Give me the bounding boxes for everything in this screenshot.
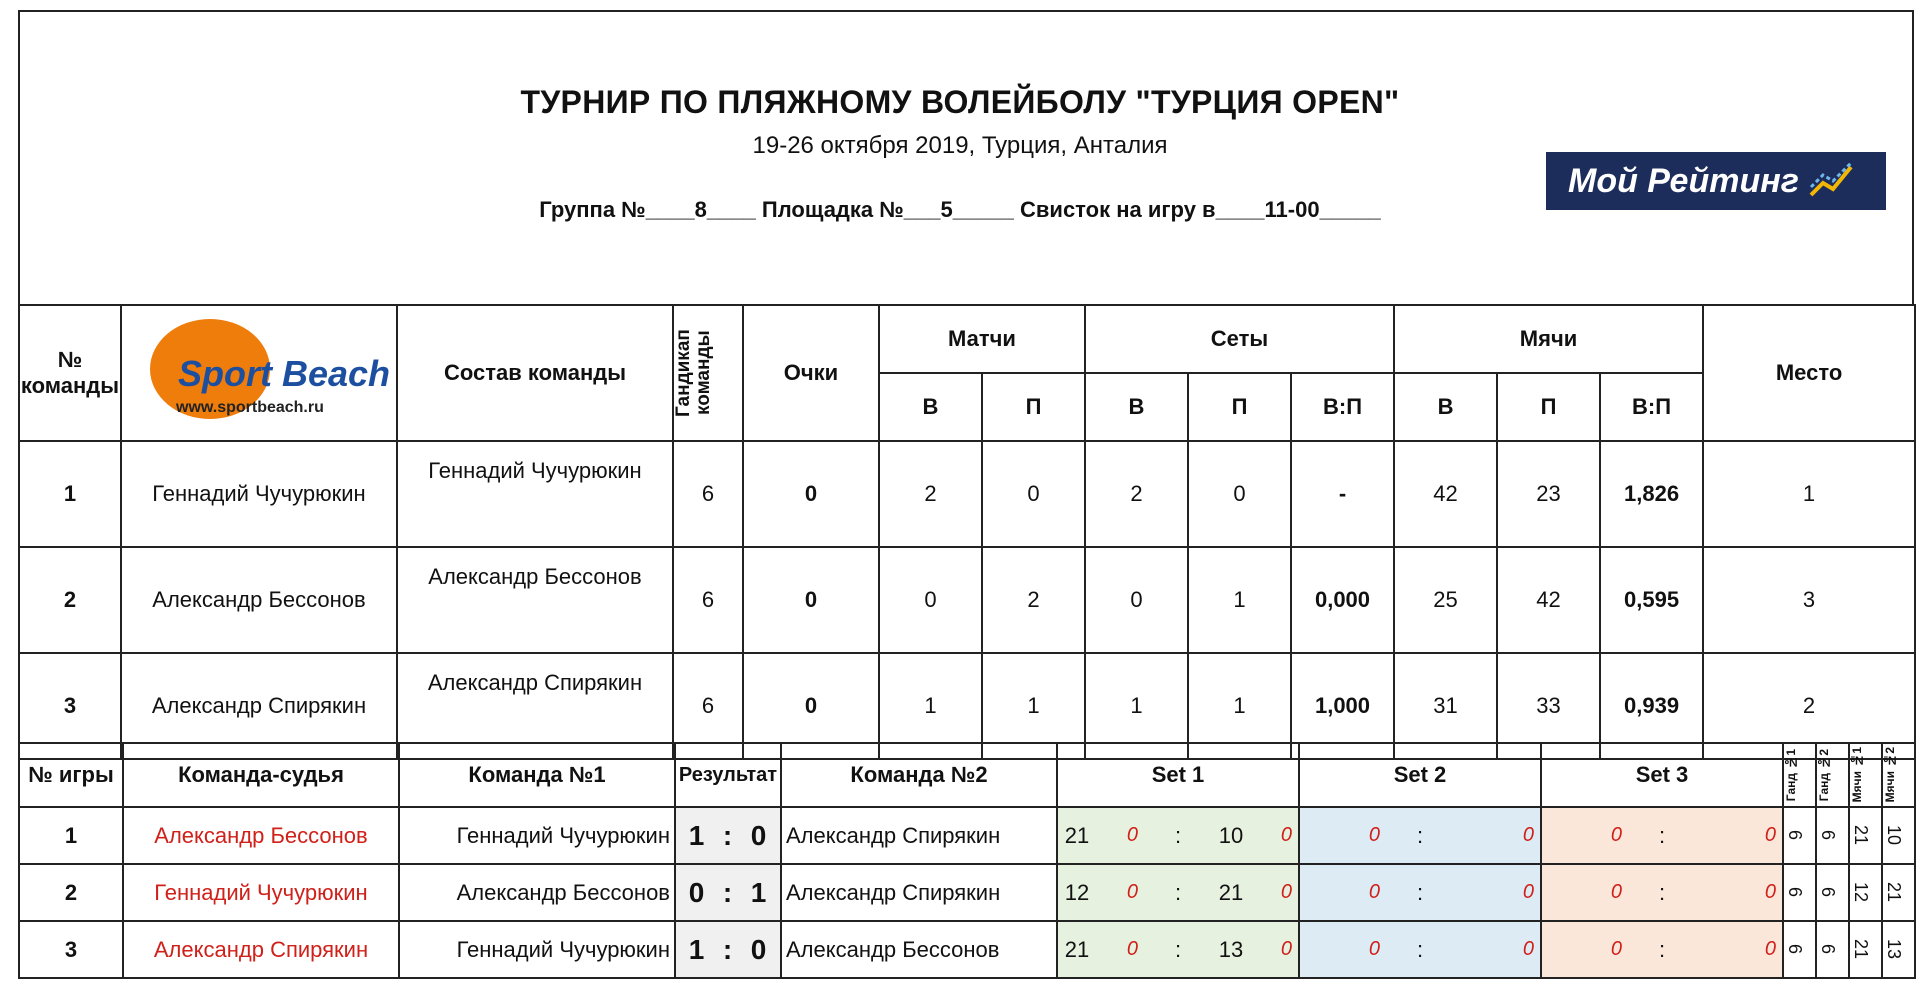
set-handicap-2: 0 [1522,938,1534,960]
game-no: 1 [19,807,123,864]
team-composition: Александр Спирякин [397,653,673,759]
handicap1-value [1783,864,1816,921]
set-handicap-1: 0 [1368,938,1381,960]
table-row [19,547,1915,653]
set-handicap-1: 0 [1126,881,1139,903]
balls2-header-text: Мячи №2 [1883,747,1897,803]
set3-score[interactable] [1541,864,1783,921]
handicap2-value [1816,864,1849,921]
set-handicap-2: 0 [1522,824,1534,846]
handicap1-text: 6 [1785,830,1805,841]
set-score-2: 13 [1218,936,1244,962]
standings-table [18,304,1916,760]
sets-ratio-header: В:П [1291,373,1394,441]
moi-reiting-logo [1546,152,1886,210]
team2-name: Александр Спирякин [781,864,1057,921]
set-handicap-2: 0 [1522,881,1534,903]
team-no-header: № команды [19,305,121,441]
game-result: 0 : 1 [675,864,781,921]
matches-lost: 0 [982,441,1085,547]
balls-lost-header: П [1497,373,1600,441]
balls-lost: 33 [1497,653,1600,759]
game-result: 1 : 0 [675,807,781,864]
balls2-value [1882,921,1915,978]
balls1-value [1849,921,1882,978]
set-colon: : [1174,936,1182,962]
team-name: Александр Бессонов [121,547,397,653]
composition-header: Состав команды [397,305,673,441]
sets-lost: 0 [1188,441,1291,547]
referee-team: Александр Спирякин [123,921,399,978]
handicap1-value [1783,807,1816,864]
place-header: Место [1703,305,1915,441]
matches-won: 1 [879,653,982,759]
balls2-text: 21 [1884,882,1904,903]
games-table [18,742,1916,979]
handicap-header-text: Гандикап команды [673,329,714,417]
points-header: Очки [743,305,879,441]
matches-lost: 1 [982,653,1085,759]
group-line: Группа №____8____ Площадка №___5_____ Свисток на игру в____11-00_____ [539,197,1381,222]
team-handicap: 6 [673,547,743,653]
balls2-text: 13 [1884,939,1904,960]
set2-score[interactable] [1299,921,1541,978]
balls-ratio-header: В:П [1600,373,1703,441]
referee-team: Геннадий Чучурюкин [123,864,399,921]
team-place: 1 [1703,441,1915,547]
set-score-1: 21 [1064,936,1090,962]
handicap2-value [1816,807,1849,864]
balls-header: Мячи [1394,305,1703,373]
set-score-1: 21 [1064,822,1090,848]
set-colon: : [1416,936,1424,962]
balls1-text: 21 [1851,825,1871,846]
matches-lost: 2 [982,547,1085,653]
balls-won: 25 [1394,547,1497,653]
balls2-header [1882,743,1915,807]
set1-score[interactable] [1057,807,1299,864]
balls2-text: 10 [1884,825,1904,846]
set2-score[interactable] [1299,807,1541,864]
balls1-header [1849,743,1882,807]
game-no: 3 [19,921,123,978]
referee-team: Александр Бессонов [123,807,399,864]
set-score-2: 10 [1218,822,1244,848]
table-row [19,864,1915,921]
set1-score[interactable] [1057,864,1299,921]
table-row [19,921,1915,978]
matches-won: 0 [879,547,982,653]
set-handicap-1: 0 [1126,824,1139,846]
team-no: 1 [19,441,121,547]
set-colon: : [1658,936,1666,962]
rating-chart-icon [1809,161,1855,201]
balls1-text: 12 [1851,882,1871,903]
team-points: 0 [743,441,879,547]
balls2-value [1882,807,1915,864]
sport-beach-url: www.sportbeach.ru [176,399,324,416]
set-score-1: 12 [1064,879,1090,905]
set-handicap-2: 0 [1280,824,1292,846]
team1-name: Александр Бессонов [399,864,675,921]
set3-header: Set 3 [1541,743,1783,807]
set-colon: : [1658,822,1666,848]
set1-score[interactable] [1057,921,1299,978]
handicap2-header-text: Ганд №2 [1817,748,1831,802]
set-handicap-1: 0 [1368,824,1381,846]
handicap1-value [1783,921,1816,978]
set-colon: : [1174,879,1182,905]
set1-header: Set 1 [1057,743,1299,807]
team2-name: Александр Бессонов [781,921,1057,978]
result-header: Результат [675,743,781,807]
matches-header: Матчи [879,305,1085,373]
page-title: ТУРНИР ПО ПЛЯЖНОМУ ВОЛЕЙБОЛУ "ТУРЦИЯ OPEN" [520,84,1400,120]
balls-lost: 42 [1497,547,1600,653]
handicap2-value [1816,921,1849,978]
balls-lost: 23 [1497,441,1600,547]
sets-ratio: 0,000 [1291,547,1394,653]
table-row [19,441,1915,547]
sets-lost: 1 [1188,547,1291,653]
balls1-text: 21 [1851,939,1871,960]
sets-ratio: 1,000 [1291,653,1394,759]
team-composition: Александр Бессонов [397,547,673,653]
team-handicap: 6 [673,441,743,547]
team-points: 0 [743,653,879,759]
team2-header: Команда №2 [781,743,1057,807]
handicap2-header [1816,743,1849,807]
balls2-value [1882,864,1915,921]
team-composition: Геннадий Чучурюкин [397,441,673,547]
team-place: 2 [1703,653,1915,759]
set2-score[interactable] [1299,864,1541,921]
game-no-header: № игры [19,743,123,807]
set-handicap-1: 0 [1610,824,1623,846]
team-no: 3 [19,653,121,759]
matches-lost-header: П [982,373,1085,441]
balls-won: 42 [1394,441,1497,547]
game-no: 2 [19,864,123,921]
sport-beach-logo [144,313,391,433]
balls-won: 31 [1394,653,1497,759]
handicap1-text: 6 [1785,887,1805,898]
balls1-header-text: Мячи №1 [1850,747,1864,803]
team-name: Александр Спирякин [121,653,397,759]
sets-won: 0 [1085,547,1188,653]
handicap2-text: 6 [1818,944,1838,955]
balls-ratio: 0,939 [1600,653,1703,759]
team-points: 0 [743,547,879,653]
sport-beach-logo-text: Sport Beach [178,353,391,394]
team-handicap: 6 [673,653,743,759]
team2-name: Александр Спирякин [781,807,1057,864]
handicap2-text: 6 [1818,830,1838,841]
set-colon: : [1174,822,1182,848]
handicap1-text: 6 [1785,944,1805,955]
team1-name: Геннадий Чучурюкин [399,921,675,978]
handicap1-header-text: Ганд №1 [1784,748,1798,802]
set-colon: : [1416,879,1424,905]
team-place: 3 [1703,547,1915,653]
table-row [19,807,1915,864]
sets-ratio: - [1291,441,1394,547]
set-handicap-2: 0 [1280,881,1292,903]
team1-name: Геннадий Чучурюкин [399,807,675,864]
set-score-2: 21 [1218,879,1244,905]
balls1-value [1849,807,1882,864]
matches-won: 2 [879,441,982,547]
sets-lost-header: П [1188,373,1291,441]
balls-ratio: 0,595 [1600,547,1703,653]
set3-score[interactable] [1541,921,1783,978]
page-subtitle: 19-26 октября 2019, Турция, Анталия [752,132,1168,159]
team-no: 2 [19,547,121,653]
set-handicap-1: 0 [1610,881,1623,903]
handicap-header [673,305,743,441]
set3-score[interactable] [1541,807,1783,864]
matches-won-header: В [879,373,982,441]
team-name: Геннадий Чучурюкин [121,441,397,547]
set-handicap-2: 0 [1764,881,1776,903]
set-handicap-2: 0 [1764,938,1776,960]
set-handicap-1: 0 [1368,881,1381,903]
sets-won: 1 [1085,653,1188,759]
balls1-value [1849,864,1882,921]
set-handicap-2: 0 [1764,824,1776,846]
set-handicap-1: 0 [1126,938,1139,960]
sport-beach-logo-cell [121,305,397,441]
sets-lost: 1 [1188,653,1291,759]
referee-header: Команда-судья [123,743,399,807]
set-handicap-1: 0 [1610,938,1623,960]
set-colon: : [1416,822,1424,848]
set-handicap-2: 0 [1280,938,1292,960]
set-colon: : [1658,879,1666,905]
rating-logo-text: Мой Рейтинг [1568,161,1799,200]
handicap2-text: 6 [1818,887,1838,898]
set2-header: Set 2 [1299,743,1541,807]
sets-won-header: В [1085,373,1188,441]
game-result: 1 : 0 [675,921,781,978]
sets-header: Сеты [1085,305,1394,373]
balls-won-header: В [1394,373,1497,441]
sets-won: 2 [1085,441,1188,547]
handicap1-header [1783,743,1816,807]
team1-header: Команда №1 [399,743,675,807]
balls-ratio: 1,826 [1600,441,1703,547]
